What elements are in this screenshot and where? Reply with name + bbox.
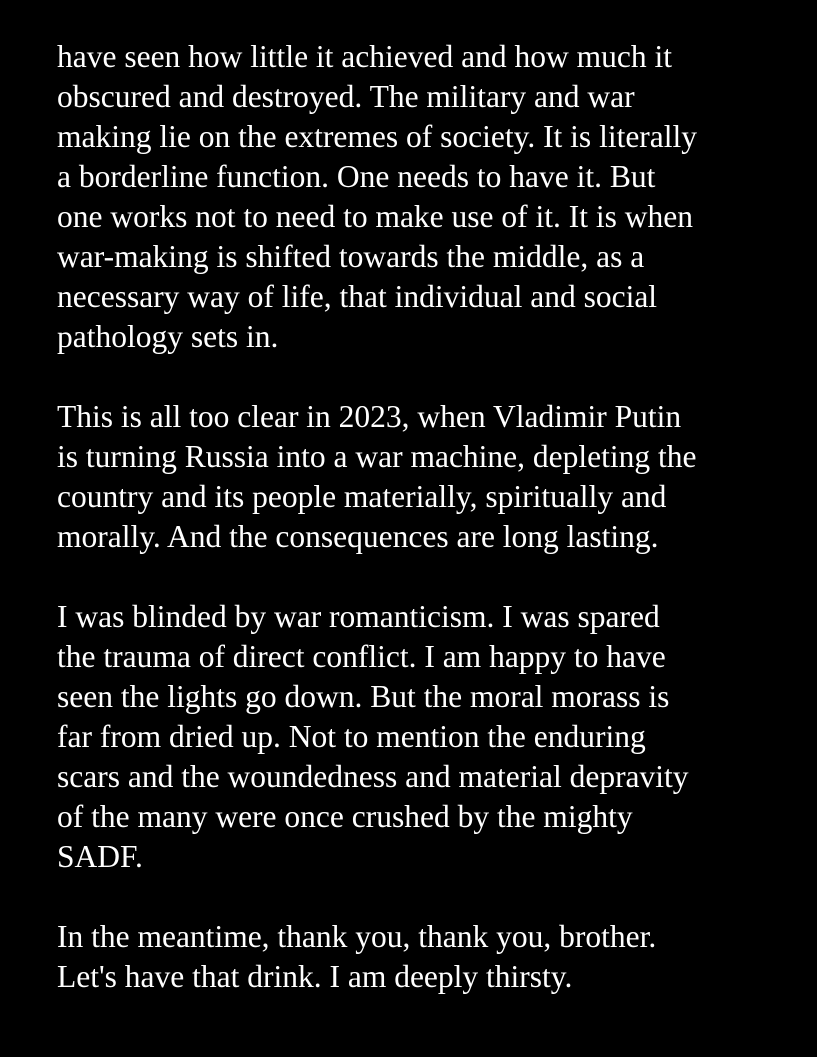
paragraph-4 (57, 917, 797, 997)
text-line: seen the lights go down. But the moral morass is (57, 679, 670, 714)
text-line: Let's have that drink. I am deeply thirsty. (57, 959, 573, 994)
paragraph-2 (57, 397, 797, 557)
paragraph-1 (57, 37, 797, 357)
text-line: necessary way of life, that individual and social (57, 279, 658, 314)
text-line: morally. And the consequences are long lasting. (57, 519, 659, 554)
paragraph-3 (57, 597, 797, 877)
text-line: is turning Russia into a war machine, depleting the (57, 439, 697, 474)
text-line: In the meantime, thank you, thank you, brother. (57, 919, 657, 954)
text-line: pathology sets in. (57, 319, 279, 354)
text-line: one works not to need to make use of it. It is when (57, 199, 693, 234)
text-line: far from dried up. Not to mention the enduring (57, 719, 646, 754)
text-line: I was blinded by war romanticism. I was spared (57, 599, 660, 634)
text-line: scars and the woundedness and material depravity (57, 759, 689, 794)
text-line: a borderline function. One needs to have it. But (57, 159, 656, 194)
text-line: making lie on the extremes of society. It is literally (57, 119, 698, 154)
text-line: the trauma of direct conflict. I am happy to have (57, 639, 666, 674)
document-body (57, 37, 797, 997)
text-line: have seen how little it achieved and how much it (57, 39, 672, 74)
text-line: country and its people materially, spiritually and (57, 479, 667, 514)
text-line: of the many were once crushed by the mighty (57, 799, 633, 834)
text-line: obscured and destroyed. The military and war (57, 79, 635, 114)
text-line: This is all too clear in 2023, when Vladimir Putin (57, 399, 682, 434)
text-line: SADF. (57, 839, 143, 874)
text-line: war-making is shifted towards the middle, as a (57, 239, 645, 274)
